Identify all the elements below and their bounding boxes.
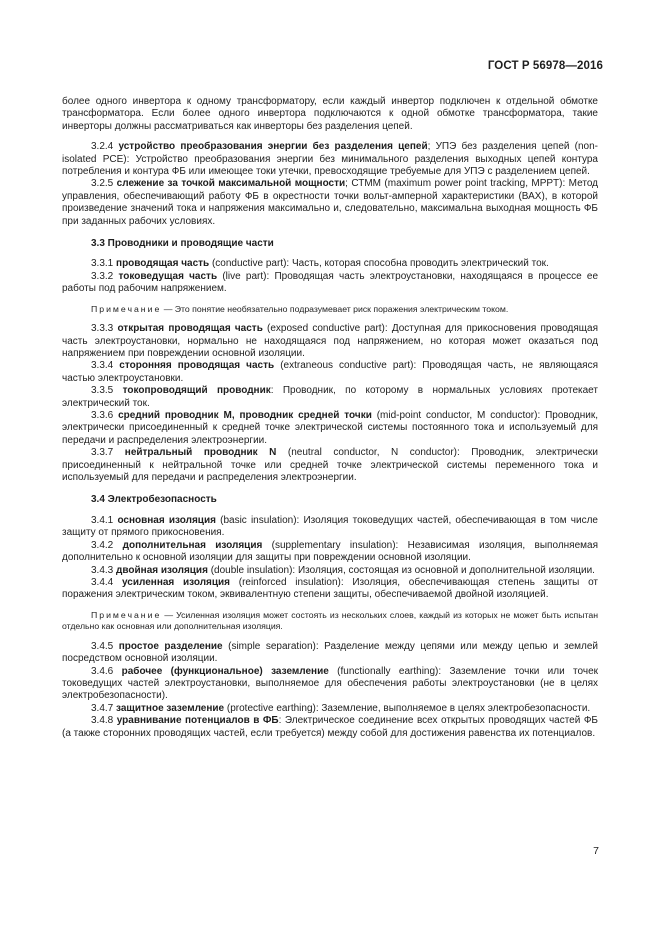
definition-text: (exposed conductive part): Доступная для прикосновения проводящая часть электроустановки, нормально не находящаяся под напряжением, но которая может оказаться под напряжением при повреждении основной изоляции. xyxy=(62,323,599,359)
definition-text: (live part): Проводящая часть электроустановки, находящаяся в процессе ее работы под рабочим напряжением. xyxy=(62,270,599,295)
term: проводящая часть xyxy=(116,258,210,270)
clause-number: 3.3.3 xyxy=(91,323,114,335)
definition-paragraph xyxy=(62,447,598,484)
definition-text: (supplementary insulation): Независимая изоляция, выполняемая дополнительно к основной изоляции для защиты при повреждении основной изоляции. xyxy=(62,539,598,564)
definition-text: : Проводник, по которому в нормальных условиях протекает электрический ток. xyxy=(62,385,598,409)
note-label: Примечание xyxy=(91,303,162,314)
term: открытая проводящая часть xyxy=(117,323,263,335)
clause-number: 3.4.7 xyxy=(91,702,114,714)
definition-paragraph xyxy=(62,641,598,666)
clause-number: 3.2.5 xyxy=(91,178,114,190)
document-header: ГОСТ Р 56978—2016 xyxy=(487,60,603,72)
definition-text: (basic insulation): Изоляция токоведущих частей, обеспечивающая в том числе защиту от прямого прикосновения. xyxy=(62,514,598,539)
clause-number: 3.3.1 xyxy=(91,258,114,270)
definition-text: (mid-point conductor, M conductor): Проводник, электрически присоединенный к средней точке электрической системы постоянного тока и используемый для передачи и распределения электроэнергии. xyxy=(62,410,599,446)
section-heading: 3.3 Проводники и проводящие части xyxy=(91,238,274,250)
definition-text: (extraneous conductive part): Проводящая часть, не являющаяся частью электроустановки. xyxy=(62,360,598,384)
definition-text: (conductive part): Часть, которая способна проводить электрический ток. xyxy=(209,258,549,270)
definition-text: (functionally earthing): Заземление точки или точек токоведущих частей электроустановки, выполняемое для обеспечения работы электроустановки (не в целях электробезопасности). xyxy=(62,665,599,702)
definition-paragraph xyxy=(62,515,598,540)
definition-text: ; УПЭ без разделения цепей (non-isolated PCE): Устройство преобразования энергии без минимального разделения выходных цепей контура потребления и контура ФБ или имеющее токи утечки, превосходящие требуемые для УПЭ с разделением цепей. xyxy=(62,141,598,178)
definition-text: (protective earthing): Заземление, выполняемое в целях электробезопасности. xyxy=(224,702,591,714)
definition-paragraph xyxy=(62,258,598,270)
definition-text: (neutral conductor, N conductor): Проводник, электрически присоединенный к нейтральной точке или средней точке электрической системы переменного тока и используемый для передачи и распределения электроэнергии. xyxy=(62,447,599,484)
clause-number: 3.4.5 xyxy=(91,640,114,652)
note-label: Примечание xyxy=(91,609,162,620)
note-text: — Усиленная изоляция может состоять из нескольких слоев, каждый из которых не может быть испытан отдельно как основная или дополнительная изоляция. xyxy=(62,609,598,632)
definition-text: (reinforced insulation): Изоляция, обеспечивающая степень защиты от поражения электрическим током, эквивалентную степени защиты, обеспечиваемой двойной изоляцией. xyxy=(62,576,598,601)
clause-number: 3.3.4 xyxy=(91,360,114,372)
term: устройство преобразования энергии без разделения цепей xyxy=(118,141,428,153)
term: основная изоляция xyxy=(117,514,216,526)
definition-paragraph xyxy=(62,360,598,385)
clause-number: 3.4.4 xyxy=(91,576,114,588)
term: токопроводящий проводник xyxy=(122,385,271,397)
term: усиленная изоляция xyxy=(121,576,231,588)
term: средний проводник М, проводник средней точки xyxy=(118,410,372,422)
definition-text: (double insulation): Изоляция, состоящая из основной и дополнительной изоляции. xyxy=(207,564,595,576)
term: рабочее (функциональное) заземление xyxy=(121,665,329,677)
definition-text: более одного инвертора к одному трансформатору, если каждый инвертор подключен к отдельной обмотке трансформатора. Если более одного инвертора подключаются к одной обмотке трансформатора, такие инверторы должны рассматриваться как инверторы без разделения цепей. xyxy=(62,96,598,132)
definition-text: : Электрическое соединение всех открытых проводящих частей ФБ (а также сторонних проводящих частей, если требуется) между собой для достижения равенства их потенциалов. xyxy=(62,715,598,739)
clause-number: 3.4.3 xyxy=(91,564,114,576)
clause-number: 3.2.4 xyxy=(91,141,114,153)
term: двойная изоляция xyxy=(116,564,208,576)
clause-number: 3.4.1 xyxy=(91,514,114,526)
paragraph xyxy=(62,96,598,133)
clause-number: 3.4.6 xyxy=(91,665,114,677)
document-body xyxy=(62,96,598,740)
definition-paragraph xyxy=(62,666,598,703)
term: токоведущая часть xyxy=(118,270,218,282)
term: простое разделение xyxy=(118,640,223,652)
section-heading: 3.4 Электробезопасность xyxy=(91,494,217,506)
definition-paragraph xyxy=(62,703,598,715)
clause-number: 3.3.2 xyxy=(91,270,114,282)
definition-paragraph xyxy=(62,141,598,178)
clause-number: 3.3.5 xyxy=(91,385,114,397)
page-number: 7 xyxy=(593,845,599,857)
definition-paragraph xyxy=(62,715,598,740)
definition-paragraph xyxy=(62,178,598,228)
term: дополнительная изоляция xyxy=(122,539,263,551)
definition-paragraph xyxy=(62,565,598,577)
clause-number: 3.4.8 xyxy=(91,715,114,727)
definition-paragraph xyxy=(62,540,598,565)
note xyxy=(62,610,598,633)
term: сторонняя проводящая часть xyxy=(119,360,275,372)
clause-number: 3.4.2 xyxy=(91,539,114,551)
definition-paragraph xyxy=(62,410,598,447)
definition-paragraph xyxy=(62,577,598,602)
definition-paragraph xyxy=(62,271,598,296)
term: уравнивание потенциалов в ФБ xyxy=(116,715,279,727)
note xyxy=(62,304,598,316)
definition-paragraph xyxy=(62,385,598,410)
clause-number: 3.3.6 xyxy=(91,410,114,422)
clause-number: 3.3.7 xyxy=(91,447,114,459)
term: защитное заземление xyxy=(116,702,225,714)
note-text: — Это понятие необязательно подразумевает риск поражения электрическим током. xyxy=(161,303,509,314)
term: слежение за точкой максимальной мощности xyxy=(116,178,346,190)
definition-text: ; СТММ (maximum power point tracking, MPPT): Метод управления, обеспечивающий работу ФБ в окрестности точки вольт-амперной характеристики (ВАХ), в которой произведение значений тока и напряжения максимально и, следовательно, максимальна выходная мощность ФБ при заданных рабочих условиях. xyxy=(62,178,598,227)
term: нейтральный проводник N xyxy=(124,447,277,459)
definition-paragraph xyxy=(62,323,598,360)
definition-text: (simple separation): Разделение между цепями или между цепью и землей посредством основной изоляции. xyxy=(62,640,598,665)
